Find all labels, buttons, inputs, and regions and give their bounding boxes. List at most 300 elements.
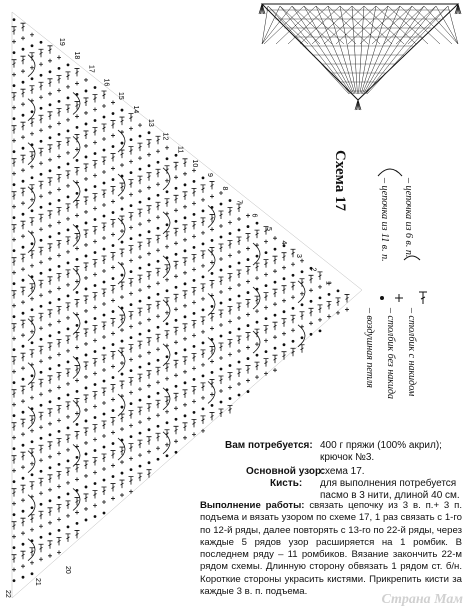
dc-stitch — [39, 148, 44, 156]
chain-dot — [184, 282, 187, 285]
sc-stitch — [120, 295, 124, 299]
dc-stitch — [21, 122, 26, 130]
mini-shawl-line — [262, 6, 292, 44]
dc-stitch — [219, 310, 224, 318]
sc-stitch — [111, 299, 115, 303]
chain-dot — [85, 123, 88, 126]
dc-stitch — [102, 289, 107, 297]
dc-stitch — [246, 333, 251, 341]
chain-dot — [103, 215, 106, 218]
sc-stitch — [192, 201, 196, 205]
chain-dot — [40, 272, 43, 275]
sc-stitch — [201, 198, 205, 202]
tassels-label: Кисть: — [270, 478, 303, 489]
chain-dot — [22, 411, 25, 414]
sc-stitch — [192, 432, 196, 436]
dc-stitch — [66, 435, 71, 443]
sc-stitch — [138, 387, 142, 391]
sc-stitch — [66, 481, 70, 485]
dc-stitch — [228, 306, 233, 314]
chain-dot — [193, 345, 196, 348]
sc-stitch — [30, 429, 34, 433]
dc-stitch — [210, 412, 215, 420]
chain-dot — [13, 447, 16, 450]
chain-dot — [121, 274, 124, 277]
sc-stitch — [12, 469, 16, 473]
row-number: 20 — [64, 566, 71, 574]
dc-stitch — [156, 367, 161, 375]
sc-stitch — [48, 290, 52, 294]
sc-stitch — [291, 262, 295, 266]
sc-stitch — [21, 36, 25, 40]
dc-stitch — [138, 143, 143, 151]
chain-dot — [139, 300, 142, 303]
sc-stitch — [93, 338, 97, 342]
dc-stitch — [102, 256, 107, 264]
chain-dot — [121, 142, 124, 145]
mini-shawl-line — [366, 6, 436, 94]
chain-dot — [157, 227, 160, 230]
sc-stitch — [102, 302, 106, 306]
chain-arc — [118, 262, 125, 284]
sc-stitch — [30, 132, 34, 136]
dc-stitch — [93, 127, 98, 135]
chain-dot — [58, 529, 61, 532]
sc-stitch — [156, 380, 160, 384]
dc-stitch — [93, 193, 98, 201]
chain-dot — [85, 486, 88, 489]
row-number: 15 — [117, 92, 125, 100]
dc-stitch — [228, 207, 233, 215]
legend-sc-symbol — [395, 294, 403, 302]
sc-stitch — [66, 217, 70, 221]
dc-stitch — [120, 414, 125, 422]
chain-dot — [175, 154, 178, 157]
dc-stitch — [291, 282, 296, 290]
chain-dot — [130, 369, 133, 372]
chain-dot — [202, 308, 205, 311]
chain-dot — [157, 326, 160, 329]
chain-dot — [94, 86, 97, 89]
dc-stitch — [75, 200, 80, 208]
dc-stitch — [237, 336, 242, 344]
dc-stitch — [282, 352, 287, 360]
sc-stitch — [30, 561, 34, 565]
chain-arc — [73, 356, 80, 378]
chain-dot — [175, 385, 178, 388]
chain-dot — [31, 374, 34, 377]
row-number: 3 — [294, 254, 302, 258]
dc-stitch — [120, 117, 125, 125]
chain-dot — [247, 390, 250, 393]
chain-dot — [157, 293, 160, 296]
sc-stitch — [201, 297, 205, 301]
chain-dot — [103, 347, 106, 350]
chain-arc — [118, 350, 125, 372]
sc-stitch — [120, 163, 124, 167]
sc-stitch — [345, 307, 349, 311]
chain-dot — [85, 288, 88, 291]
dc-stitch — [174, 327, 179, 335]
sc-stitch — [21, 333, 25, 337]
legend-chain-symbol — [380, 296, 384, 300]
dc-stitch — [39, 214, 44, 222]
chain-dot — [67, 525, 70, 528]
chain-dot — [292, 274, 295, 277]
sc-stitch — [66, 151, 70, 155]
dc-stitch — [39, 49, 44, 57]
chain-dot — [22, 279, 25, 282]
dc-stitch — [129, 213, 134, 221]
sc-stitch — [138, 156, 142, 160]
sc-stitch — [39, 359, 43, 363]
sc-stitch — [57, 319, 61, 323]
chain-arc — [73, 312, 80, 334]
chain-dot — [31, 506, 34, 509]
dc-stitch — [93, 490, 98, 498]
dc-stitch — [273, 322, 278, 330]
chain-dot — [40, 173, 43, 176]
dc-stitch — [291, 315, 296, 323]
sc-stitch — [21, 498, 25, 502]
dc-stitch — [192, 419, 197, 427]
chain-dot — [148, 428, 151, 431]
dc-stitch — [156, 136, 161, 144]
chain-dot — [49, 334, 52, 337]
chain-dot — [58, 199, 61, 202]
dc-stitch — [138, 440, 143, 448]
dc-stitch — [201, 383, 206, 391]
chain-dot — [22, 246, 25, 249]
sc-stitch — [39, 227, 43, 231]
dc-stitch — [174, 162, 179, 170]
dc-stitch — [156, 433, 161, 441]
sc-stitch — [201, 264, 205, 268]
mini-shawl-line — [408, 6, 448, 44]
row-number: 16 — [102, 78, 110, 87]
chain-arc — [28, 275, 35, 297]
chain-dot — [94, 251, 97, 254]
sc-stitch — [102, 269, 106, 273]
dc-stitch — [147, 404, 152, 412]
dc-stitch — [39, 511, 44, 519]
chain-dot — [31, 209, 34, 212]
dc-stitch — [174, 360, 179, 368]
dc-stitch — [66, 237, 71, 245]
chain-dot — [139, 234, 142, 237]
sc-stitch — [147, 450, 151, 454]
dc-stitch — [57, 240, 62, 248]
dc-stitch — [219, 211, 224, 219]
dc-stitch — [129, 411, 134, 419]
sc-stitch — [111, 167, 115, 171]
sc-stitch — [30, 330, 34, 334]
sc-stitch — [57, 121, 61, 125]
sc-stitch — [138, 255, 142, 259]
dc-stitch — [147, 140, 152, 148]
chain-dot — [130, 336, 133, 339]
sc-stitch — [39, 326, 43, 330]
sc-stitch — [174, 439, 178, 443]
chain-dot — [238, 394, 241, 397]
chain-dot — [94, 152, 97, 155]
sc-stitch — [102, 500, 106, 504]
dc-stitch — [201, 284, 206, 292]
sc-stitch — [228, 253, 232, 257]
chain-dot — [40, 140, 43, 143]
dc-stitch — [48, 178, 53, 186]
dc-stitch — [66, 501, 71, 509]
dc-stitch — [48, 475, 53, 483]
dc-stitch — [21, 188, 26, 196]
sc-stitch — [12, 205, 16, 209]
chain-arc — [73, 400, 80, 422]
sc-stitch — [111, 233, 115, 237]
chain-dot — [103, 314, 106, 317]
mini-shawl-line — [372, 6, 412, 44]
chain-dot — [148, 230, 151, 233]
sc-stitch — [237, 283, 241, 287]
dc-stitch — [21, 551, 26, 559]
chain-dot — [148, 461, 151, 464]
dc-stitch — [21, 56, 26, 64]
dc-stitch — [174, 195, 179, 203]
chain-arc — [73, 444, 80, 466]
sc-stitch — [48, 191, 52, 195]
chain-dot — [193, 213, 196, 216]
dc-stitch — [48, 79, 53, 87]
dc-stitch — [219, 277, 224, 285]
sc-stitch — [48, 224, 52, 228]
dc-stitch — [165, 199, 170, 207]
sc-stitch — [57, 286, 61, 290]
chain-dot — [49, 466, 52, 469]
row-number: 7 — [235, 200, 243, 204]
dc-stitch — [57, 75, 62, 83]
sc-stitch — [21, 135, 25, 139]
sc-stitch — [57, 418, 61, 422]
chain-dot — [103, 413, 106, 416]
dc-stitch — [183, 357, 188, 365]
sc-stitch — [192, 267, 196, 271]
chain-dot — [49, 433, 52, 436]
chain-dot — [22, 312, 25, 315]
mini-shawl-outline — [262, 4, 458, 100]
chain-arc — [28, 143, 35, 165]
sc-stitch — [93, 404, 97, 408]
chain-dot — [166, 157, 169, 160]
sc-stitch — [156, 413, 160, 417]
chain-dot — [175, 220, 178, 223]
chain-dot — [328, 293, 331, 296]
sc-stitch — [111, 266, 115, 270]
chain-dot — [67, 96, 70, 99]
chain-dot — [175, 319, 178, 322]
dc-stitch — [57, 207, 62, 215]
dc-stitch — [57, 537, 62, 545]
dc-stitch — [129, 378, 134, 386]
dc-stitch — [201, 350, 206, 358]
dc-stitch — [66, 105, 71, 113]
chain-dot — [139, 135, 142, 138]
dc-stitch — [30, 482, 35, 490]
chain-dot — [220, 401, 223, 404]
dc-stitch — [129, 114, 134, 122]
dc-stitch — [84, 197, 89, 205]
sc-stitch — [102, 137, 106, 141]
chain-arc — [118, 174, 125, 196]
chain-dot — [67, 459, 70, 462]
sc-stitch — [246, 214, 250, 218]
sc-stitch — [93, 107, 97, 111]
sc-stitch — [21, 201, 25, 205]
chain-dot — [184, 183, 187, 186]
sc-stitch — [93, 437, 97, 441]
dc-stitch — [165, 364, 170, 372]
sc-stitch — [93, 272, 97, 276]
legend-text: – столбик без накида — [385, 308, 396, 400]
chain-arc — [28, 451, 35, 473]
sc-stitch — [129, 391, 133, 395]
chain-dot — [121, 406, 124, 409]
chain-dot — [121, 208, 124, 211]
sc-stitch — [48, 488, 52, 492]
legend-arc-long-symbol — [378, 169, 402, 176]
dc-stitch — [21, 518, 26, 526]
sc-stitch — [93, 503, 97, 507]
chain-dot — [40, 503, 43, 506]
sc-stitch — [48, 323, 52, 327]
dc-stitch — [75, 530, 80, 538]
sc-stitch — [111, 200, 115, 204]
sc-stitch — [21, 69, 25, 73]
chain-dot — [121, 241, 124, 244]
sc-stitch — [66, 316, 70, 320]
dc-stitch — [237, 237, 242, 245]
chain-dot — [13, 249, 16, 252]
sc-stitch — [174, 340, 178, 344]
dc-stitch — [21, 23, 26, 31]
sc-stitch — [228, 385, 232, 389]
chain-dot — [103, 248, 106, 251]
dc-stitch — [219, 343, 224, 351]
dc-stitch — [138, 209, 143, 217]
sc-stitch — [12, 73, 16, 77]
sc-stitch — [120, 493, 124, 497]
sc-stitch — [237, 316, 241, 320]
sc-stitch — [48, 389, 52, 393]
chain-dot — [139, 399, 142, 402]
chain-dot — [22, 81, 25, 84]
dc-stitch — [84, 362, 89, 370]
sc-stitch — [84, 177, 88, 181]
sc-stitch — [228, 319, 232, 323]
dc-stitch — [111, 385, 116, 393]
dc-stitch — [39, 445, 44, 453]
sc-stitch — [66, 250, 70, 254]
dc-stitch — [174, 393, 179, 401]
chain-dot — [112, 145, 115, 148]
chain-arc — [298, 325, 305, 347]
chain-dot — [157, 392, 160, 395]
dc-stitch — [300, 345, 305, 353]
chain-dot — [94, 449, 97, 452]
chain-dot — [130, 468, 133, 471]
sc-stitch — [21, 564, 25, 568]
dc-stitch — [111, 319, 116, 327]
chain-dot — [148, 395, 151, 398]
chain-dot — [211, 239, 214, 242]
dc-stitch — [48, 112, 53, 120]
dc-stitch — [48, 244, 53, 252]
sc-stitch — [57, 484, 61, 488]
dc-stitch — [120, 249, 125, 257]
chain-dot — [229, 364, 232, 367]
dc-stitch — [138, 341, 143, 349]
dc-stitch — [102, 322, 107, 330]
dc-stitch — [57, 471, 62, 479]
dc-stitch — [84, 164, 89, 172]
sc-stitch — [201, 330, 205, 334]
dc-stitch — [75, 332, 80, 340]
chain-dot — [130, 402, 133, 405]
row-number: 13 — [146, 119, 154, 127]
dc-stitch — [246, 366, 251, 374]
chain-dot — [13, 513, 16, 516]
dc-stitch — [156, 169, 161, 177]
chain-dot — [13, 18, 16, 21]
chain-dot — [157, 194, 160, 197]
chain-dot — [319, 329, 322, 332]
sc-stitch — [111, 365, 115, 369]
chain-dot — [58, 166, 61, 169]
chain-dot — [22, 48, 25, 51]
dc-stitch — [102, 388, 107, 396]
chain-dot — [103, 116, 106, 119]
sc-stitch — [48, 554, 52, 558]
dc-stitch — [201, 416, 206, 424]
chain-arc — [253, 331, 260, 353]
dc-stitch — [183, 258, 188, 266]
sc-stitch — [66, 118, 70, 122]
chain-dot — [112, 211, 115, 214]
sc-stitch — [39, 524, 43, 528]
dc-stitch — [138, 308, 143, 316]
sc-stitch — [183, 370, 187, 374]
sc-stitch — [165, 179, 169, 183]
chain-dot — [121, 340, 124, 343]
sc-stitch — [30, 66, 34, 70]
sc-stitch — [12, 139, 16, 143]
sc-stitch — [12, 436, 16, 440]
chain-dot — [85, 222, 88, 225]
dc-stitch — [39, 313, 44, 321]
dc-stitch — [264, 293, 269, 301]
dc-stitch — [21, 386, 26, 394]
sc-stitch — [255, 342, 259, 346]
sc-stitch — [210, 392, 214, 396]
chain-dot — [112, 277, 115, 280]
sc-stitch — [84, 210, 88, 214]
dc-stitch — [48, 541, 53, 549]
dc-stitch — [111, 154, 116, 162]
sc-stitch — [102, 104, 106, 108]
sc-stitch — [75, 510, 79, 514]
sc-stitch — [66, 415, 70, 419]
dc-stitch — [120, 381, 125, 389]
sc-stitch — [147, 351, 151, 355]
sc-stitch — [264, 306, 268, 310]
